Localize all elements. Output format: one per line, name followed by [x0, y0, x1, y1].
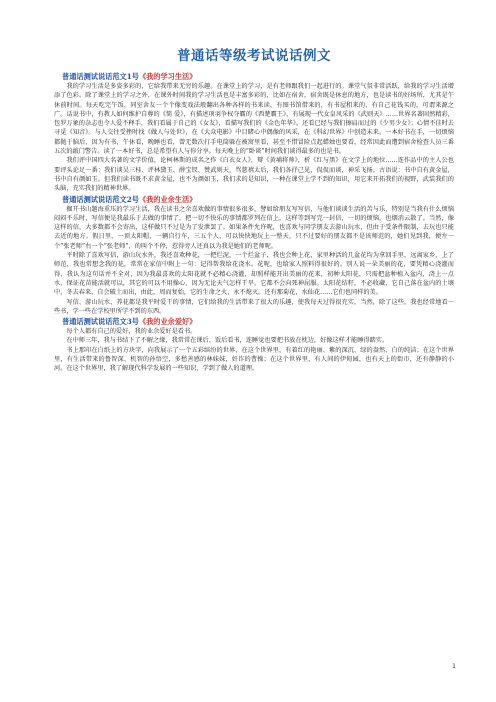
paragraph: 书上那印在白纸上的方块字，向我展示了一个五彩缤纷的世界，在这个世界里，有着红的艳丽、紫的深沉、绿的盎然、白的纯洁；在这个世界里，有生活带来的鲁智深、机智的孙悟空，多愁善感的林妹妹，奸诈的曹操；在这个世界里，有人间的伊甸园，也有天上的街市，还有静静的小河。在这个世界里，我了解现代科学发展的一些知识，学到了做人的道理。 [54, 346, 454, 373]
section-heading [62, 195, 454, 205]
document-title: 普通话等级考试说话例文 [177, 48, 331, 64]
section-heading-prefix: 普通话测试说话范文2号 [62, 194, 139, 204]
paragraph: 平时除了喜欢写信，游山玩水外，我还喜欢种花，一把烂泥，一个烂盆子，我也会种上花，家里种活的几盆花均为拿回手里，远离家乡，上了师范，我也常想念我的花，常常在家信中附上一句：记得帮我给花浇水。花呢，也给家人照料得很好的。别人说一朵美丽的花，要凭精心浇灌而得，我认为这句话并不全对，因为我最喜欢的太阳花就不必精心浇灌，却照样能开出美丽的花来，初种太阳花，只需把盆种植入盆内，浇上一点水，保证花苗能活就可以，其它的可以不用操心，因为无论天气怎样干旱，它都不会向死神屈服。太阳花结籽，不必收藏，它自己落在盆内的土壤中，冬去春来，自会破土而出，由此，周而复始，它的生命之火，永不熄灭。还有那菊花，水仙花……它们也同样的美。 [54, 252, 454, 297]
section-heading-topic: 《我的业余爱好》 [138, 317, 197, 327]
section-heading-topic: 《我的学习生活》 [138, 72, 197, 81]
section-heading [62, 72, 454, 82]
paragraph: 我的学习生活是多姿多彩的，它给我带来无穷的乐趣。在课堂上的学习，是有老师跟我们一起进行的。课堂气氛非常活跃，给我的学习生活增添了色彩。除了课堂上的学习之外，在课外时间我的学习生活也是丰富多彩的，比如在宿舍，宿舍既是休息的地方，也是读书的好场所，尤其是午休前时间。每天吃完午饭，同室舍友一个个像变戏法般翻出各种各样的书来读，有图书馆借来的，有书屋租来的，有自己花钱买的，可谓来源之广。话说书中，有教人如何维护自尊的《简 爱》，有描述项羽争权夺霸的《西楚霸王》，有展现一代女皇风采的《武则天》……世界名著固然精彩，包罗万象的杂志也令人爱不释手，我们看属于自己的《女友》，看描写我们的《金色年华》。还看已经与我们擦肩而过的《少男少女》；心情不佳时去寻觅《知音》。与人交往受挫时找《做人与处世》，在《大众电影》中目睹心中偶像的风采，在《科幻世界》中创造未来。一本好书在手，一切烦恼都抛于脑后，因为有书，午休看，晚睡也看，曾无数次打手电筒躲在被窝里看，甚至不惜冒险点起蜡烛也要看，经常因此而遭到宿舍检查人员三番五次的敲门警告。读了一本好书，总是希望有人与你分享。每天晚上的“卧谈”时间我们谈得最多的也是书。 [54, 83, 454, 156]
page-number: 1 [452, 663, 456, 670]
section-2 [54, 195, 454, 317]
paragraph: 每个人都有自己的爱好，我的业余爱好是看书。 [66, 328, 197, 336]
section-heading-prefix: 普通话测试说话范文1号 [62, 72, 139, 81]
section-heading-prefix: 普通话测试说话范文3号 [62, 317, 139, 327]
paragraph: 在中师三年，我与书结下了不解之缘，我常常在课后、饭后看书，连睡觉也要把书放在枕边，好像这样才能睡得踏实。 [66, 337, 389, 345]
paragraph: 写信、游山玩水、养花都是我平时爱干的事情，它们给我的生活带来了很大的乐趣，使我每天过得很充实，当然，除了这些，我也经常地看一些书，学一些在学校里所学不到的东西。 [54, 298, 454, 315]
section-1 [54, 72, 454, 194]
section-heading-topic: 《我的业余生活》 [138, 194, 197, 204]
paragraph: 掘开书山题海重压的学习生活，我在读书之余喜欢做的事情很多很多，譬如给朋友写写信，与他们谈谈生活的苦与乐，特别是当我有什么烦恼闷闷不乐时，写信便是我最乐于去做的事情了，把一切不快乐的事情都罗列在信上，这样等到写完一封信，一切的烦恼，也烟消云散了。当然，像这样的信，大多数都不会寄出，这样做只不过是为了发泄罢了。如果条件允许呢，也喜欢与同学朋友去游山玩水，但由于受条件限制，去玩也只能去近的地方。假日里，一顶太阳帽，一辆自行车，三五个人，可以快快地玩上一整天，只不过要好的朋友都不是该师范的，她们见到我，便左一个“张老师”右一个“张老师”，的叫个不停，惹得旁人还真以为我是她们的老师呢。 [54, 205, 454, 250]
section-heading [62, 317, 454, 327]
paragraph: 我们评中国四大名著的文学价值，论柯林斯的成名之作《白衣女人》，辩《黄埔将帅》，析《红与黑》在文学上的地位……连作品中的主人公也要评头论足一番：我们谈吴三桂、评林黛玉、薛宝钗、赞武则天，骂慈禧太后，我们各抒己见，侃侃而谈，神采飞扬。古语说：书中自有黄金屋，书中自有颜如玉。但我们读书既不求黄金屋，也不为颜如玉，我们求的是知识，一种在课堂上学不到的知识，用它来开拓我们的视野，武装我们的头脑，充实我们的精神世界。 [54, 157, 454, 193]
section-3 [54, 317, 454, 373]
